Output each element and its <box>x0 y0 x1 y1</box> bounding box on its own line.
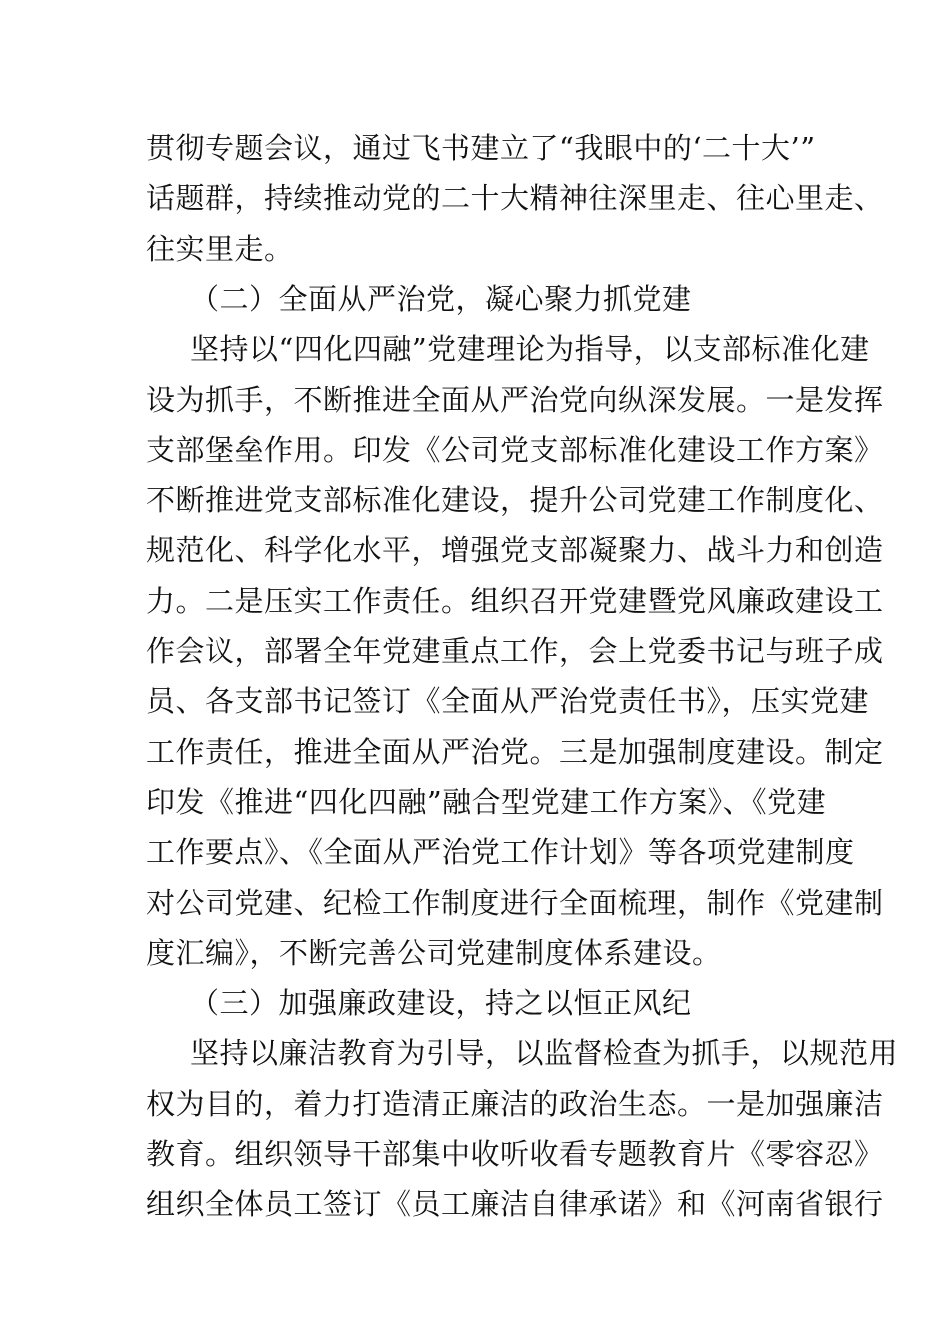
paragraph-line-indented: 坚持以廉洁教育为引导，以监督检查为抓手，以规范用 <box>190 1036 899 1071</box>
paragraph-line: 力。二是压实工作责任。组织召开党建暨党风廉政建设工 <box>146 583 884 618</box>
paragraph-line: 话题群，持续推动党的二十大精神往深里走、往心里走、 <box>146 181 884 216</box>
paragraph-line: 往实里走。 <box>146 231 294 266</box>
paragraph-line: 不断推进党支部标准化建设，提升公司党建工作制度化、 <box>146 483 884 518</box>
paragraph-line-indented: （三）加强廉政建设，持之以恒正风纪 <box>190 986 692 1021</box>
paragraph-line: 设为抓手，不断推进全面从严治党向纵深发展。一是发挥 <box>146 382 884 417</box>
paragraph-line: 对公司党建、纪检工作制度进行全面梳理，制作《党建制 <box>146 885 884 920</box>
paragraph-line: 权为目的，着力打造清正廉洁的政治生态。一是加强廉洁 <box>146 1086 884 1121</box>
paragraph-line-indented: （二）全面从严治党，凝心聚力抓党建 <box>190 281 692 316</box>
paragraph-line: 工作要点》、《全面从严治党工作计划》等各项党建制度 <box>146 835 855 870</box>
paragraph-line: 支部堡垒作用。印发《公司党支部标准化建设工作方案》 <box>146 432 884 467</box>
paragraph-line: 贯彻专题会议，通过飞书建立了“我眼中的‘二十大’” <box>146 131 816 165</box>
paragraph-line: 教育。组织领导干部集中收听收看专题教育片《零容忍》 <box>146 1137 884 1171</box>
paragraph-line: 作会议，部署全年党建重点工作，会上党委书记与班子成 <box>146 634 884 668</box>
paragraph-line: 度汇编》，不断完善公司党建制度体系建设。 <box>146 935 722 970</box>
paragraph-line: 规范化、科学化水平，增强党支部凝聚力、战斗力和创造 <box>146 533 884 568</box>
paragraph-line: 员、各支部书记签订《全面从严治党责任书》，压实党建 <box>146 684 870 719</box>
paragraph-line: 印发《推进“四化四融”融合型党建工作方案》、《党建 <box>146 784 827 819</box>
paragraph-line: 组织全体员工签订《员工廉洁自律承诺》和《河南省银行 <box>146 1187 884 1222</box>
paragraph-line-indented: 坚持以“四化四融”党建理论为指导，以支部标准化建 <box>190 332 870 367</box>
paragraph-line: 工作责任，推进全面从严治党。三是加强制度建设。制定 <box>146 734 884 769</box>
